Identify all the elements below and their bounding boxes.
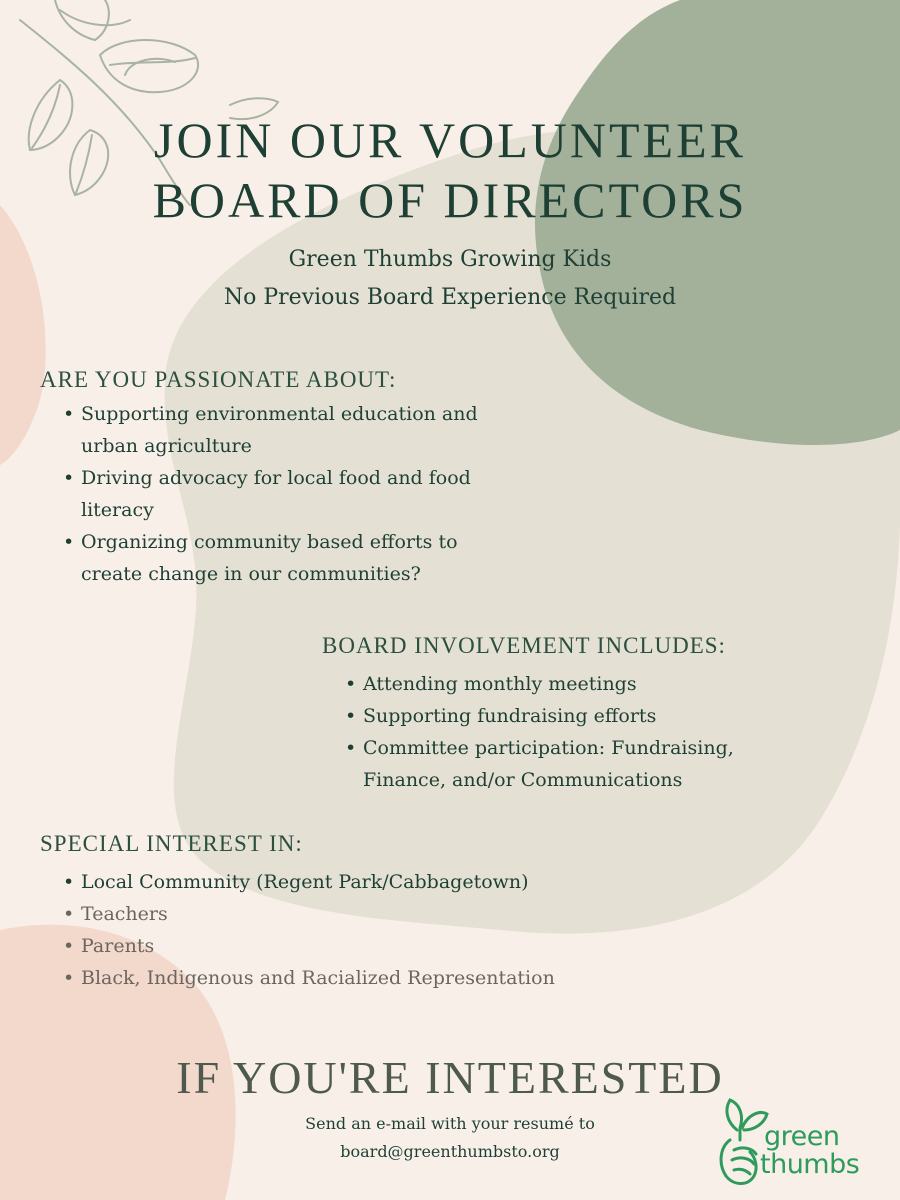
list-item [345, 700, 865, 732]
list-item-line: Committee participation: Fundraising, [363, 737, 734, 759]
list-item-line: literacy [81, 499, 154, 521]
list-item [63, 526, 603, 590]
list-item-line: Organizing community based efforts to [81, 531, 458, 553]
list-item-line: Driving advocacy for local food and food [81, 467, 471, 489]
contact-email-link[interactable]: board@greenthumbsto.org [340, 1142, 560, 1161]
pink-blob-left [0, 205, 46, 465]
involvement-list [345, 668, 865, 796]
special-interest-heading: SPECIAL INTEREST IN: [40, 831, 303, 856]
list-item [345, 732, 865, 796]
involvement-heading: BOARD INVOLVEMENT INCLUDES: [322, 633, 726, 658]
green-thumbs-logo [712, 1092, 892, 1192]
list-item [63, 462, 603, 526]
list-item-line: Supporting fundraising efforts [363, 705, 657, 727]
subtitle-requirement: No Previous Board Experience Required [223, 285, 677, 310]
list-item-line: Supporting environmental education and [81, 403, 478, 425]
title-line-2: BOARD OF DIRECTORS [152, 172, 748, 228]
list-item: • Parents [63, 930, 703, 962]
list-item: • Teachers [63, 898, 703, 930]
contact-instructions: Send an e-mail with your resumé to [305, 1114, 595, 1133]
list-item: • Black, Indigenous and Racialized Representation [63, 962, 703, 994]
logo-text-line-1: green [764, 1121, 840, 1152]
special-interest-list [63, 866, 703, 994]
cta-heading: IF YOU'RE INTERESTED [176, 1052, 724, 1103]
list-item-line: Finance, and/or Communications [363, 769, 683, 791]
passionate-list [63, 398, 603, 590]
list-item [63, 398, 603, 462]
logo-text-line-2: thumbs [760, 1149, 860, 1180]
list-item: • Local Community (Regent Park/Cabbagetown) [63, 866, 703, 898]
list-item-line: urban agriculture [81, 435, 252, 457]
title-line-1: JOIN OUR VOLUNTEER [154, 112, 746, 168]
list-item-line: create change in our communities? [81, 563, 421, 585]
passionate-heading: ARE YOU PASSIONATE ABOUT: [40, 367, 397, 392]
list-item [345, 668, 865, 700]
list-item-line: Attending monthly meetings [363, 673, 637, 695]
subtitle-organization: Green Thumbs Growing Kids [288, 247, 612, 272]
